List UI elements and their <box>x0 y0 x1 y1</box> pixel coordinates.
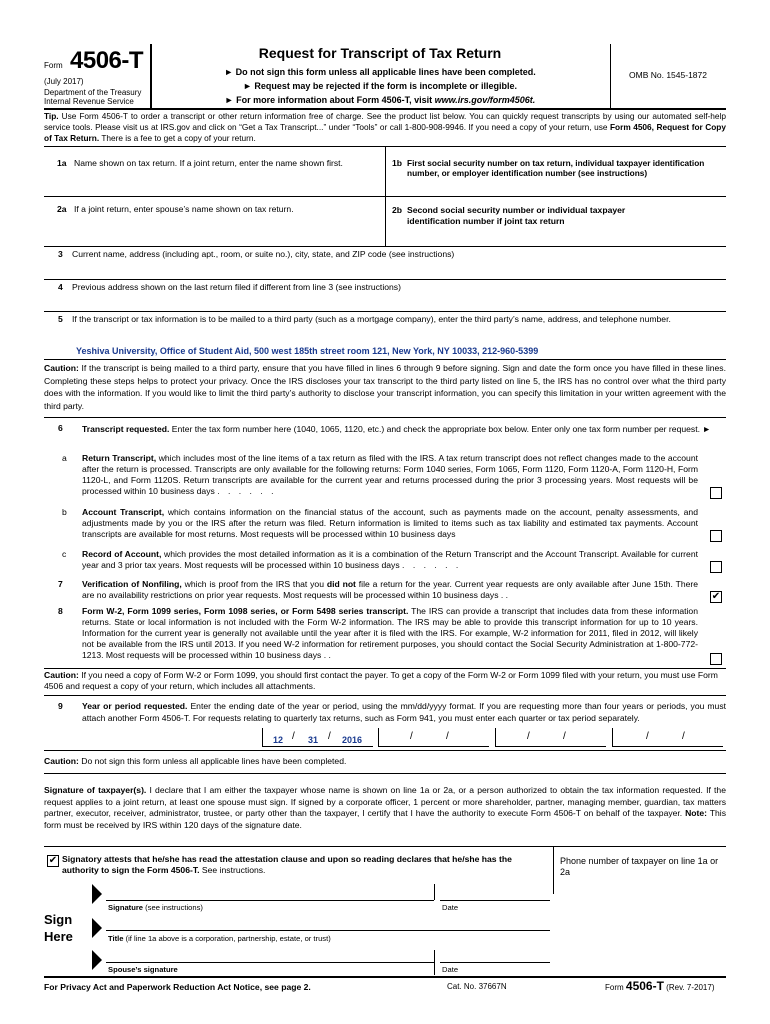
line-6-title: Transcript requested. <box>82 424 170 434</box>
line-2a-label: If a joint return, enter spouse’s name shown on tax return. <box>74 204 294 214</box>
line-6b-letter: b <box>62 507 67 517</box>
line-1a-label: Name shown on tax return. If a joint return, enter the name shown first. <box>74 158 343 168</box>
line-6c-title: Record of Account, <box>82 549 162 559</box>
period-4-sep-2: / <box>682 731 685 742</box>
line-6c-letter: c <box>62 549 67 559</box>
line-1a-number: 1a <box>57 158 67 168</box>
line-8-title: Form W-2, Form 1099 series, Form 1098 series, or Form 5498 series transcript. <box>82 606 409 616</box>
line-8-number: 8 <box>58 606 63 616</box>
signature-declaration-text-1: I declare that I am either the taxpayer whose name is shown on line 1a or 2a, or a person authorized to obtain the tax information requested. If the request applies to a joint return, at least one spouse must sign. If signed by a corporate officer, 1 percent or more shareholder, partner, managing member, guardian, tax matters partner, executor, receiver, administrator, trustee, or party other than the taxpayer, I certify that I have the authority to execute Form 4506-T on behalf of the taxpayer. <box>44 785 726 818</box>
header-bullet-3 <box>150 95 610 106</box>
caution-3-text: Do not sign this form unless all applicable lines have been completed. <box>78 756 347 766</box>
period-date-1[interactable] <box>262 728 373 747</box>
sign-label: Sign <box>44 912 73 927</box>
line-6b-checkbox[interactable] <box>710 530 722 542</box>
line-6a-desc: which includes most of the line items of a tax return as filed with the IRS. A tax return transcript does not reflect changes made to the account after the return is processed. Transcripts are only available for the following returns: Form 1040 series, Form 1065, Form 1120, Form 1120-A, Form 1120-H, Form 1120-L, and Form 1120S. Return transcripts are available for the current year and returns processed during the prior 3 processing years. Most requests will be processed within 10 business days <box>82 453 698 496</box>
line-6a-title: Return Transcript, <box>82 453 157 463</box>
line-6a-dots: . . . . . . <box>217 486 277 496</box>
period-1-sep-2: / <box>328 731 331 742</box>
form-title: Request for Transcript of Tax Return <box>258 45 502 61</box>
header-bullet-1: ► Do not sign this form unless all applicable lines have been completed. <box>224 67 536 77</box>
line-6c-dots: . . . . . . <box>402 560 462 570</box>
line-1b-number: 1b <box>392 158 403 168</box>
period-2-sep-2: / <box>446 731 449 742</box>
line-7-number: 7 <box>58 579 63 589</box>
line-2b-label: Second social security number or individual taxpayer identification number if joint tax return <box>407 205 626 226</box>
attestation-rest: See instructions. <box>199 865 266 875</box>
line-6a-letter: a <box>62 453 67 463</box>
tip-bold: Form 4506, Request for Copy of Tax Return. <box>44 122 726 143</box>
spouse-date-input[interactable] <box>440 950 550 963</box>
line-6b-desc: which contains information on the financial status of the account, such as payments made on the account, penalty assessments, and adjustments made by you or the IRS after the return was filed. Return information is limited to items such as tax liability and estimated tax payments. Account transcripts are available for most returns. Most requests will be processed within 10 business days <box>82 507 698 539</box>
omb-number: OMB No. 1545-1872 <box>629 70 707 80</box>
line-1b-label: First social security number on tax return, individual taxpayer identification number, or employer identification number (see instructions) <box>407 158 705 179</box>
line-6c-checkbox[interactable] <box>710 561 722 573</box>
line-6a-checkbox[interactable] <box>710 487 722 499</box>
line-5-label: If the transcript or tax information is to be mailed to a third party (such as a mortgage company), enter the third party’s name, address, and telephone number. <box>72 314 671 324</box>
form-irs: Internal Revenue Service <box>44 97 134 106</box>
line-6a-text <box>82 453 698 497</box>
form-number: 4506-T <box>70 47 144 74</box>
caution-1-label: Caution: <box>44 363 79 373</box>
line-6-desc: Enter the tax form number here (1040, 1065, 1120, etc.) and check the appropriate box below. Enter only one tax form number per request. ► <box>169 424 711 434</box>
line-7-title: Verification of Nonfiling, <box>82 579 182 589</box>
line-9-text <box>82 701 726 724</box>
line-9-desc: Enter the ending date of the year or period, using the mm/dd/yyyy format. If you are requesting more than four years or periods, you must attach another Form 4506-T. For requests relating to quarterly tax returns, such as Form 941, you must enter each quarter or tax period separately. <box>82 701 726 723</box>
signature-label-rest: (see instructions) <box>143 903 203 912</box>
signature-label-bold: Signature <box>108 903 144 912</box>
line-7-bold: did not <box>326 579 356 589</box>
period-date-4[interactable] <box>612 728 723 747</box>
line-3-label: Current name, address (including apt., room, or suite no.), city, state, and ZIP code (see instructions) <box>72 249 455 259</box>
line-8-checkbox[interactable] <box>710 653 722 665</box>
footer-form-prefix: Form <box>605 983 624 992</box>
line-5-field[interactable] <box>44 313 726 361</box>
title-label-rest: (if line 1a above is a corporation, partnership, estate, or trust) <box>123 934 331 943</box>
header-bullet-3-text: ► For more information about Form 4506-T, visit <box>224 95 435 105</box>
tip-text-2: There is a fee to get a copy of your return. <box>99 133 256 143</box>
line-4-field[interactable] <box>44 281 726 311</box>
line-7-text <box>82 579 698 601</box>
period-date-2[interactable] <box>378 728 489 747</box>
line-6b-text <box>82 507 698 540</box>
line-6c-text <box>82 549 698 571</box>
caution-3-label: Caution: <box>44 756 79 766</box>
spouse-signature-label: Spouse’s signature <box>108 965 178 974</box>
signature-declaration <box>44 785 726 831</box>
line-9-number: 9 <box>58 701 63 711</box>
line-6c-desc: which provides the most detailed information as it is a combination of the Return Transcript and the Account Transcript. Available for current year and 3 prior tax years. Most requests will be processed within 10 business days <box>82 549 698 570</box>
signature-declaration-label: Signature of taxpayer(s). <box>44 785 147 795</box>
sign-here-arrows <box>92 884 104 984</box>
form-prefix: Form <box>44 61 63 70</box>
caution-paragraph-2 <box>44 670 726 692</box>
line-5-number: 5 <box>58 314 63 324</box>
line-1a-field[interactable] <box>44 148 384 196</box>
signature-note-label: Note: <box>685 808 708 818</box>
phone-number-label: Phone number of taxpayer on line 1a or 2a <box>560 856 719 878</box>
footer-form-rev: (Rev. 7-2017) <box>666 983 715 992</box>
period-date-3[interactable] <box>495 728 606 747</box>
here-label: Here <box>44 929 73 944</box>
line-8-text <box>82 606 698 661</box>
caution-2-label: Caution: <box>44 670 79 680</box>
signature-input[interactable] <box>106 884 434 901</box>
period-2-sep-1: / <box>410 731 413 742</box>
form-revision: (July 2017) <box>44 77 84 86</box>
line-7-desc-2: file a return for the year. Current year requests are only available after June 15th. There are no availability restrictions on prior year requests. Most requests will be processed within 10 business days . . <box>82 579 699 600</box>
spouse-signature-input[interactable] <box>106 950 434 963</box>
date-label-1: Date <box>442 903 459 912</box>
period-1-month: 12 <box>273 735 284 745</box>
signature-declaration-text-2: This form must be received by IRS within 120 days of the signature date. <box>44 808 726 830</box>
line-9-title: Year or period requested. <box>82 701 188 711</box>
line-6b-title: Account Transcript, <box>82 507 165 517</box>
line-2a-field[interactable] <box>44 198 384 246</box>
footer-cat-number: Cat. No. 37667N <box>447 982 507 991</box>
line-6-text <box>82 423 726 435</box>
line-1b-field[interactable] <box>386 148 726 196</box>
arrow-icon-1 <box>92 884 102 904</box>
footer-form-number: 4506-T <box>625 979 664 993</box>
attestation-text <box>62 854 542 876</box>
caution-paragraph-3 <box>44 756 726 767</box>
line-4-number: 4 <box>58 282 63 292</box>
period-1-sep-1: / <box>292 731 295 742</box>
attestation-bold: Signatory attests that he/she has read the attestation clause and upon so reading declares that he/she has the authority to sign the Form 4506-T. <box>62 854 512 875</box>
date-label-2: Date <box>442 965 459 974</box>
caution-paragraph-1 <box>44 362 726 412</box>
arrow-icon-3 <box>92 950 102 970</box>
title-input[interactable] <box>106 918 550 931</box>
title-label-bold: Title <box>108 934 124 943</box>
signature-label <box>108 903 203 912</box>
line-3-field[interactable] <box>44 248 726 278</box>
line-6-number: 6 <box>58 423 63 433</box>
phone-number-field[interactable] <box>556 846 726 894</box>
period-1-day: 31 <box>308 735 319 745</box>
tax-form-number-input[interactable] <box>205 436 385 446</box>
caution-2-text: If you need a copy of Form W-2 or Form 1099, you should first contact the payer. To get a copy of the Form W-2 or Form 1099 filed with your return, you must use Form 4506 and request a copy of your return, which includes all attachments. <box>44 670 718 691</box>
period-3-sep-2: / <box>563 731 566 742</box>
line-2b-field[interactable] <box>386 198 726 246</box>
caution-1-text: If the transcript is being mailed to a third party, ensure that you have filled in lines 6 through 9 before signing. Sign and date the form once you have filled in these lines. Completing these steps helps to protect your privacy. Once the IRS discloses your tax transcript to the third party listed on line 5, the IRS has no control over what the third party does with the information. If you would like to limit the third party’s authority to disclose your transcript information, you can specify this limitation in your written agreement with the third party. <box>44 363 726 411</box>
attestation-checkbox[interactable]: ✔ <box>48 855 58 866</box>
form-url-link[interactable]: www.irs.gov/form4506t. <box>434 95 536 105</box>
line-7-checkbox[interactable]: ✔ <box>711 591 721 602</box>
footer-form-id <box>605 979 715 994</box>
signature-date-input[interactable] <box>440 884 550 901</box>
title-label <box>108 934 331 943</box>
line-5-value[interactable]: Yeshiva University, Office of Student Aid, 500 west 185th street room 121, New York, NY 10033, 212-960-5399 <box>76 346 539 356</box>
line-2b-number: 2b <box>392 205 403 215</box>
period-4-sep-1: / <box>646 731 649 742</box>
line-3-number: 3 <box>58 249 63 259</box>
tip-paragraph <box>44 111 726 144</box>
footer-privacy-notice: For Privacy Act and Paperwork Reduction Act Notice, see page 2. <box>44 982 311 992</box>
line-2a-number: 2a <box>57 204 67 214</box>
arrow-icon-2 <box>92 918 102 938</box>
tip-label: Tip. <box>44 111 59 121</box>
line-8-desc: The IRS can provide a transcript that includes data from these information returns. State or local information is not included with the Form W-2 information. The IRS may be able to provide this transcript information for up to 10 years. Information for the current year is generally not available until the year after it is filed with the IRS. For example, W-2 information for 2011, filed in 2012, will likely not be available from the IRS until 2013. If you need W-2 information for retirement purposes, you should contact the Social Security Administration at 1-800-772-1213. Most requests will be processed within 10 business days . . <box>82 606 698 660</box>
header-bullet-2: ► Request may be rejected if the form is incomplete or illegible. <box>243 81 517 91</box>
line-7-desc-1: which is proof from the IRS that you <box>181 579 327 589</box>
line-4-label: Previous address shown on the last return filed if different from line 3 (see instructions) <box>72 282 401 292</box>
period-1-year: 2016 <box>342 735 363 745</box>
tip-text-1: Use Form 4506-T to order a transcript or other return information free of charge. See the product list below. You can quickly request transcripts by using our automated self-help service tools. Please visit us at IRS.gov and click on “Get a Tax Transcript...” under “Tools” or call 1-800-908-9946. If you need a copy of your return, use <box>44 111 726 132</box>
form-dept: Department of the Treasury <box>44 88 142 97</box>
period-3-sep-1: / <box>527 731 530 742</box>
